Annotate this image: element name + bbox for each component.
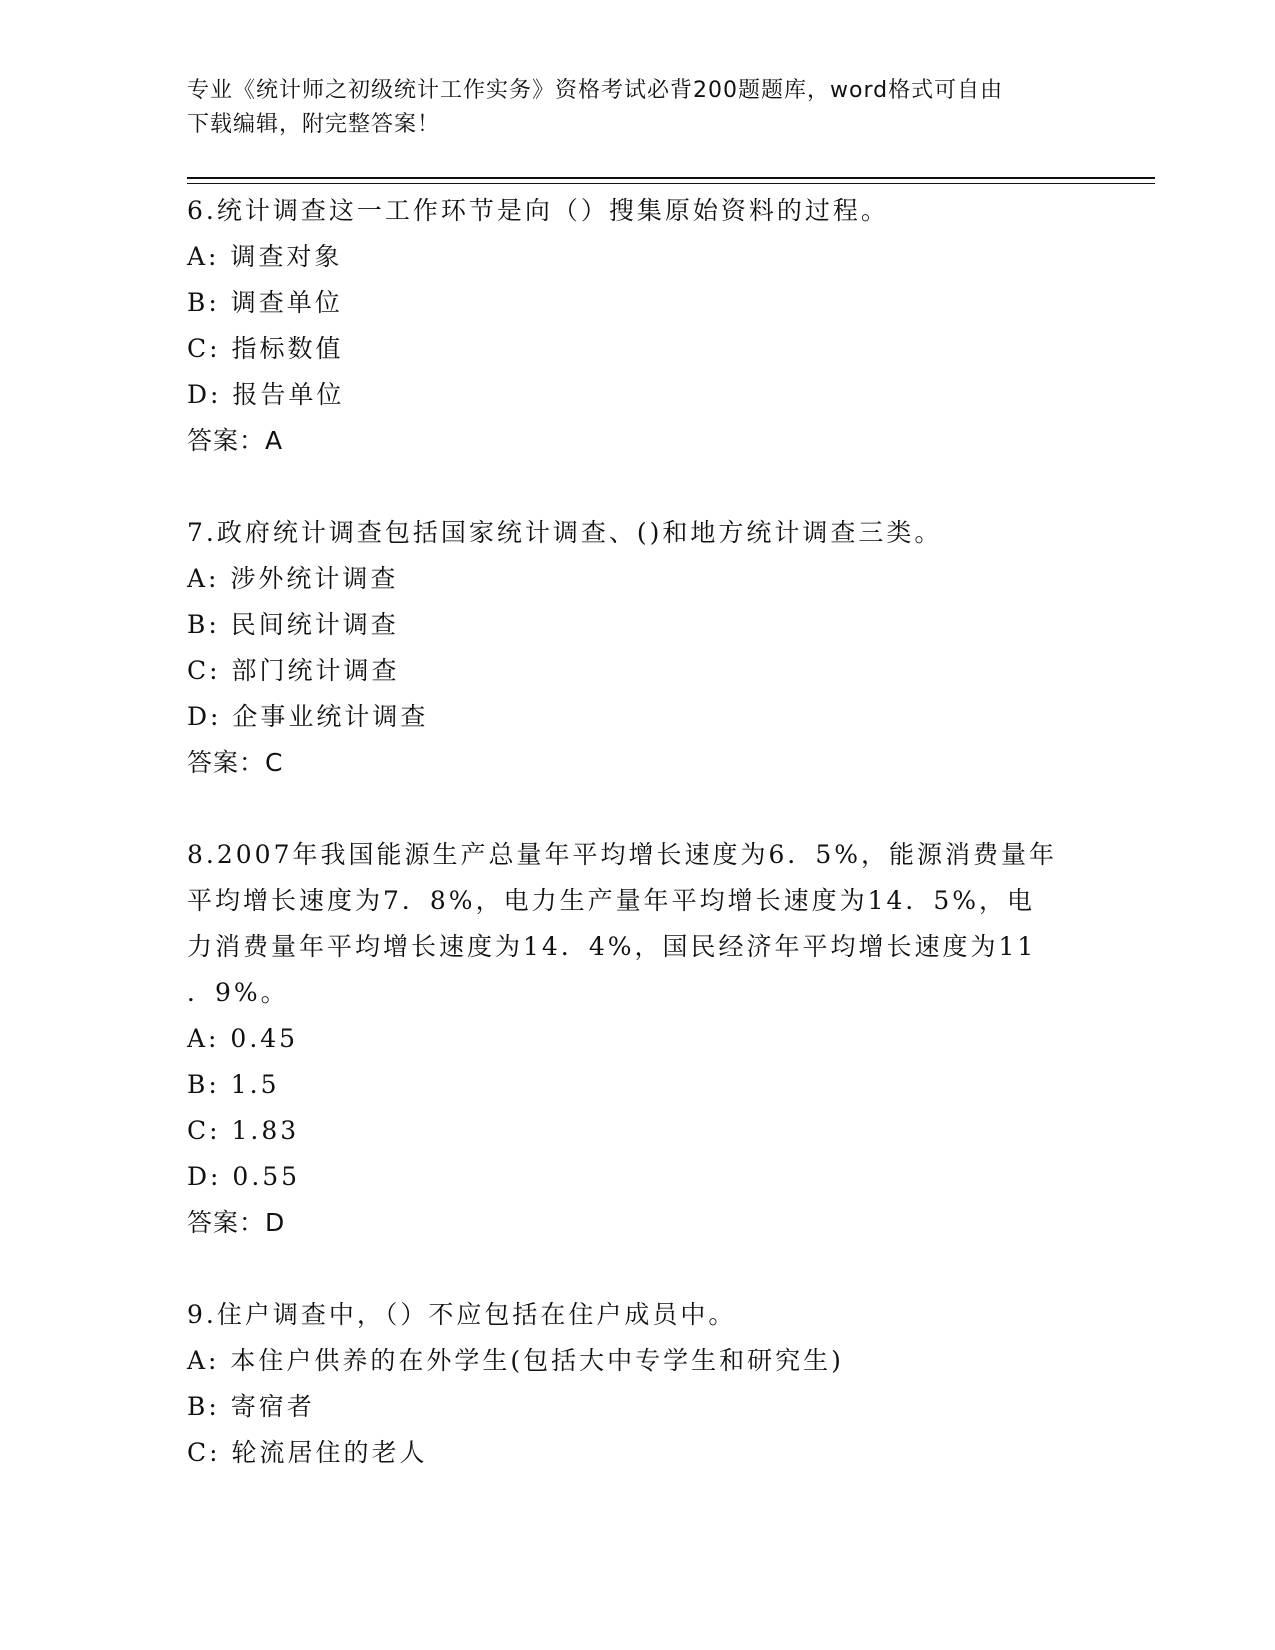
header-line-2: 下载编辑，附完整答案！ [187,112,441,137]
question-stem: 7.政府统计调查包括国家统计调查、()和地方统计调查三类。 [187,518,943,547]
question-list [187,188,1087,1476]
option-d: D: 企事业统计调查 [187,702,429,731]
question-stem-line-1: 8.2007年我国能源生产总量年平均增长速度为6．5%，能源消费量年 [187,840,1058,869]
question-stem: 9.住户调查中，（）不应包括在住户成员中。 [187,1300,737,1329]
question-8 [187,832,1087,1246]
question-stem-line-4: ．9%。 [187,978,289,1007]
spacer [187,786,1087,832]
header-divider-thick [187,177,1155,179]
header-divider-thin [187,183,1155,184]
answer-line: 答案：A [187,426,284,455]
answer-line: 答案：C [187,748,284,777]
question-stem: 6.统计调查这一工作环节是向（）搜集原始资料的过程。 [187,196,889,225]
option-c: C: 轮流居住的老人 [187,1438,428,1467]
document-header [187,74,1067,142]
option-b: B: 民间统计调查 [187,610,399,639]
spacer [187,1246,1087,1292]
option-a: A: 本住户供养的在外学生(包括大中专学生和研究生) [187,1346,844,1375]
spacer [187,464,1087,510]
header-line-1: 专业《统计师之初级统计工作实务》资格考试必背200题题库，word格式可自由 [187,78,1004,103]
option-a: A: 调查对象 [187,242,343,271]
option-d: D: 0.55 [187,1162,301,1191]
option-c: C: 部门统计调查 [187,656,400,685]
question-6 [187,188,1087,464]
option-a: A: 涉外统计调查 [187,564,399,593]
option-b: B: 1.5 [187,1070,280,1099]
answer-line: 答案：D [187,1208,286,1237]
option-a: A: 0.45 [187,1024,299,1053]
option-b: B: 调查单位 [187,288,343,317]
question-stem-line-3: 力消费量年平均增长速度为14．4%，国民经济年平均增长速度为11 [187,932,1037,961]
option-b: B: 寄宿者 [187,1392,315,1421]
option-c: C: 指标数值 [187,334,344,363]
question-stem-line-2: 平均增长速度为7．8%，电力生产量年平均增长速度为14．5%，电 [187,886,1036,915]
question-9 [187,1292,1087,1476]
option-d: D: 报告单位 [187,380,345,409]
option-c: C: 1.83 [187,1116,300,1145]
question-7 [187,510,1087,786]
